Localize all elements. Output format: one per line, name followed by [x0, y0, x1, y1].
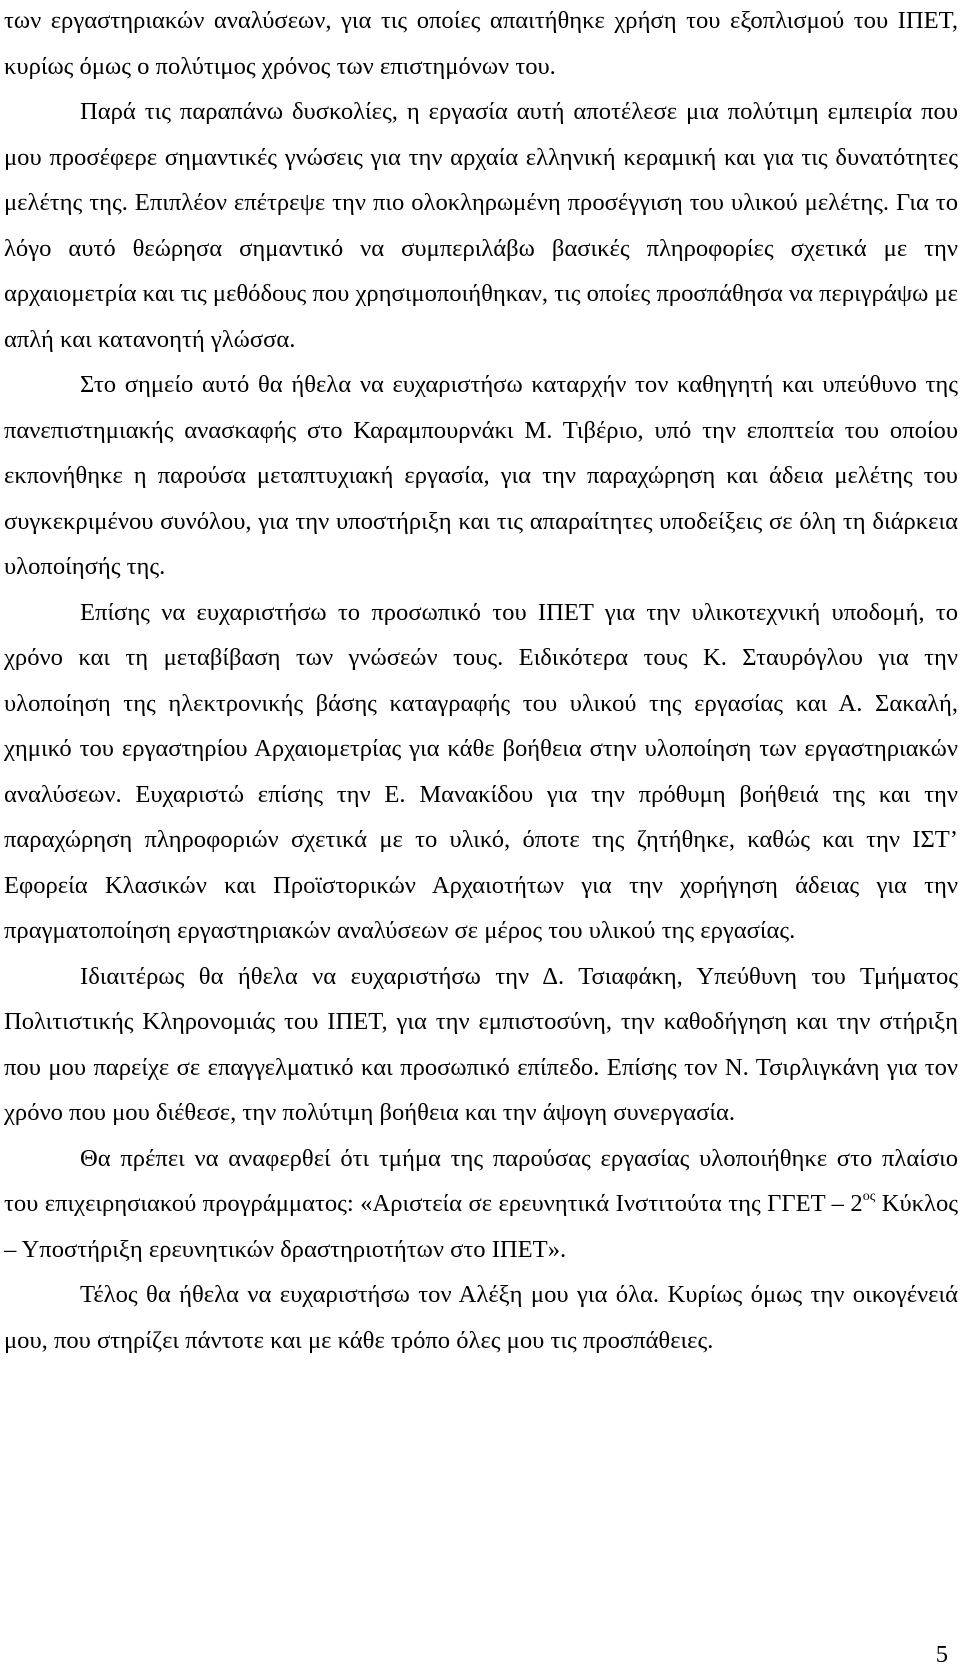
paragraph-thanks-department: Ιδιαιτέρως θα ήθελα να ευχαριστήσω την Δ. Τσιαφάκη, Υπεύθυνη του Τμήματος Πολιτιστικής Κληρονομιάς του ΙΠΕΤ, για την εμπιστοσύνη, την καθοδήγηση και την στήριξη που μου παρείχε σε επαγγελματικό και προσωπικό επίπεδο. Επίσης τον Ν. Τσιρλιγκάνη για τον χρόνο που μου διέθεσε, την πολύτιμη βοήθεια και την άψογη συνεργασία.	[4, 962, 958, 1126]
paragraph-thanks-staff: Επίσης να ευχαριστήσω το προσωπικό του ΙΠΕΤ για την υλικοτεχνική υποδομή, το χρόνο και τη μεταβίβαση των γνώσεών τους. Ειδικότερα τους Κ. Σταυρόγλου για την υλοποίηση της ηλεκτρονικής βάσης καταγραφής του υλικού της εργασίας και Α. Σακαλή, χημικό του εργαστηρίου Αρχαιομετρίας για κάθε βοήθεια στην υλοποίηση των εργαστηριακών αναλύσεων. Ευχαριστώ επίσης την Ε. Μανακίδου για την πρόθυμη βοήθειά της και την παραχώρηση πληροφοριών σχετικά με το υλικό, όποτε της ζητήθηκε, καθώς και την ΙΣΤ’ Εφορεία Κλασικών και Προϊστορικών Αρχαιοτήτων για την χορήγηση άδειας για την πραγματοποίηση εργαστηριακών αναλύσεων σε μέρος του υλικού της εργασίας.	[4, 598, 958, 944]
document-page	[4, 0, 958, 1363]
page-number: 5	[935, 1641, 948, 1668]
program-text-after: Κύκλος – Υποστήριξη ερευνητικών δραστηριοτήτων στο ΙΠΕΤ».	[4, 1190, 958, 1263]
paragraph-difficulties: Παρά τις παραπάνω δυσκολίες, η εργασία αυτή αποτέλεσε μια πολύτιμη εμπειρία που μου προσέφερε σημαντικές γνώσεις για την αρχαία ελληνική κεραμική και για τις δυνατότητες μελέτης της. Επιπλέον επέτρεψε την πιο ολοκληρωμένη προσέγγιση του υλικού μελέτης. Για το λόγο αυτό θεώρησα σημαντικό να συμπεριλάβω βασικές πληροφορίες σχετικά με την αρχαιομετρία και τις μεθόδους που χρησιμοποιήθηκαν, τις οποίες προσπάθησα να περιγράψω με απλή και κατανοητή γλώσσα.	[4, 98, 958, 353]
program-text-before: Θα πρέπει να αναφερθεί ότι τμήμα της παρούσας εργασίας υλοποιήθηκε στο πλαίσιο του επιχειρησιακού προγράμματος: «Αριστεία σε ερευνητικά Ινστιτούτα της ΓΓΕΤ – 2	[4, 1144, 958, 1217]
paragraph-closing: Τέλος θα ήθελα να ευχαριστήσω τον Αλέξη μου για όλα. Κυρίως όμως την οικογένειά μου, που στηρίζει πάντοτε και με κάθε τρόπο όλες μου τις προσπάθειες.	[4, 1281, 958, 1354]
program-superscript: ος	[862, 1189, 876, 1204]
paragraph-continuation: των εργαστηριακών αναλύσεων, για τις οποίες απαιτήθηκε χρήση του εξοπλισμού του ΙΠΕΤ, κυρίως όμως ο πολύτιμος χρόνος των επιστημόνων του.	[4, 7, 958, 80]
paragraph-program	[4, 1136, 958, 1273]
paragraph-thanks-supervisor: Στο σημείο αυτό θα ήθελα να ευχαριστήσω καταρχήν τον καθηγητή και υπεύθυνο της πανεπιστημιακής ανασκαφής στο Καραμπουρνάκι Μ. Τιβέριο, υπό την εποπτεία του οποίου εκπονήθηκε η παρούσα μεταπτυχιακή εργασία, για την παραχώρηση και άδεια μελέτης του συγκεκριμένου συνόλου, για την υποστήριξη και τις απαραίτητες υποδείξεις σε όλη τη διάρκεια υλοποίησής της.	[4, 371, 958, 580]
